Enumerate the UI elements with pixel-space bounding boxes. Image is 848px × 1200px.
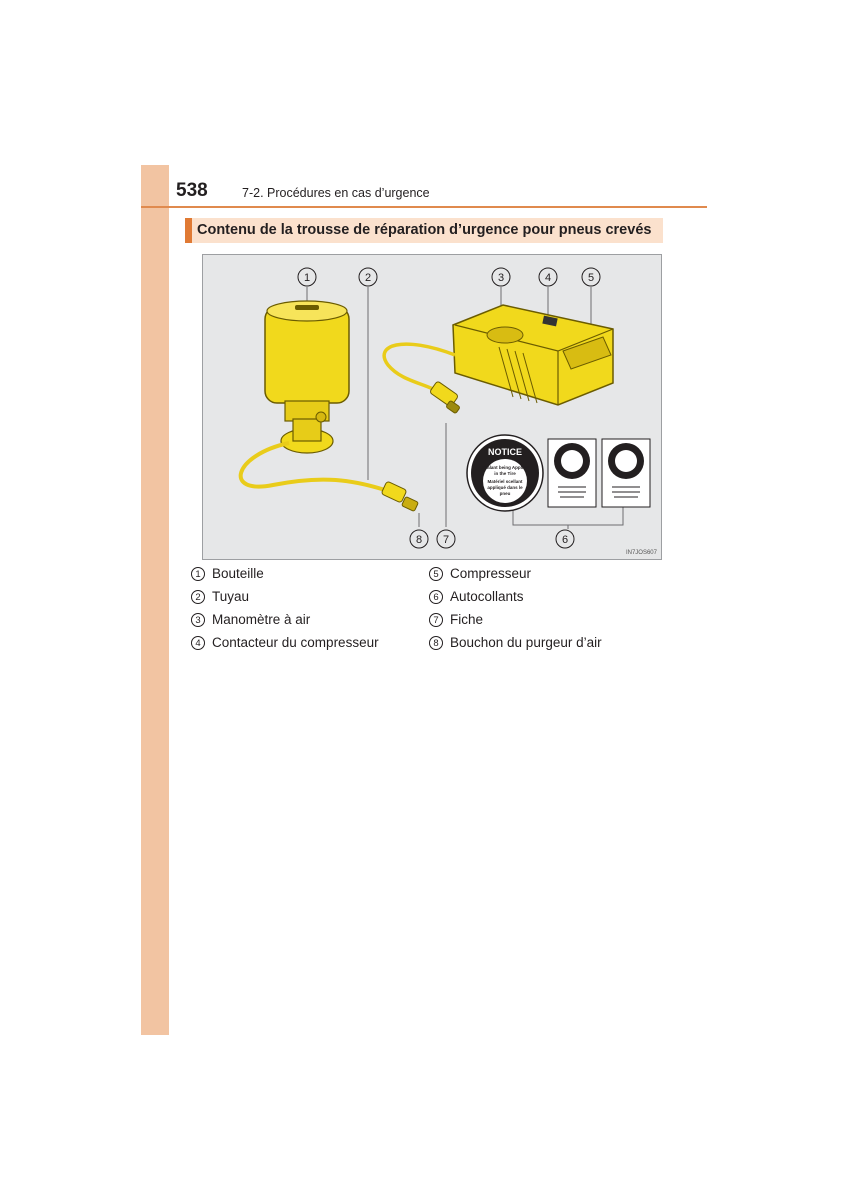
section-bar [185,218,192,243]
notice-line-3: Matériel scellant [487,479,523,484]
notice-title: NOTICE [487,447,523,457]
figure-id: IN7JOS607 [625,550,657,556]
side-tab [141,165,169,1035]
section-title: Contenu de la trousse de réparation d’urgence pour pneus crevés [197,222,652,238]
legend-item-1: 1 Bouteille [191,566,264,581]
legend-item-8: 8 Bouchon du purgeur d’air [429,635,602,650]
legend-item-3: 3 Manomètre à air [191,612,310,627]
callout-8 [410,530,428,548]
repair-kit-illustration [203,255,663,561]
callout-2 [359,268,377,286]
notice-line-2: in the Tire [494,471,516,476]
svg-text:3: 3 [497,272,505,284]
legend-item-2: 2 Tuyau [191,589,249,604]
notice-line-5: pneu [499,491,511,496]
compressor [453,305,613,405]
bottle [265,301,349,453]
callout-7 [437,530,455,548]
svg-text:6: 6 [561,534,569,546]
svg-text:5: 5 [587,272,595,284]
legend-item-4: 4 Contacteur du compresseur [191,635,379,650]
chapter-title: 7-2. Procédures en cas d’urgence [242,186,430,200]
callout-3 [492,268,510,286]
svg-text:8: 8 [415,534,423,546]
notice-line-4: appliqué dans le [487,485,523,490]
notice-line-1: Sealant being Applied [481,465,529,470]
legend-item-5: 5 Compresseur [429,566,531,581]
svg-text:4: 4 [544,272,552,284]
svg-text:7: 7 [442,534,450,546]
legend-item-6: 6 Autocollants [429,589,524,604]
page-number: 538 [176,180,208,201]
callout-6 [556,530,574,548]
section-heading [185,218,663,243]
svg-text:1: 1 [303,272,311,284]
legend-item-7: 7 Fiche [429,612,483,627]
callout-1 [298,268,316,286]
header-rule [141,206,707,208]
callout-5 [582,268,600,286]
svg-text:2: 2 [364,272,372,284]
repair-kit-figure [202,254,662,560]
callout-4 [539,268,557,286]
